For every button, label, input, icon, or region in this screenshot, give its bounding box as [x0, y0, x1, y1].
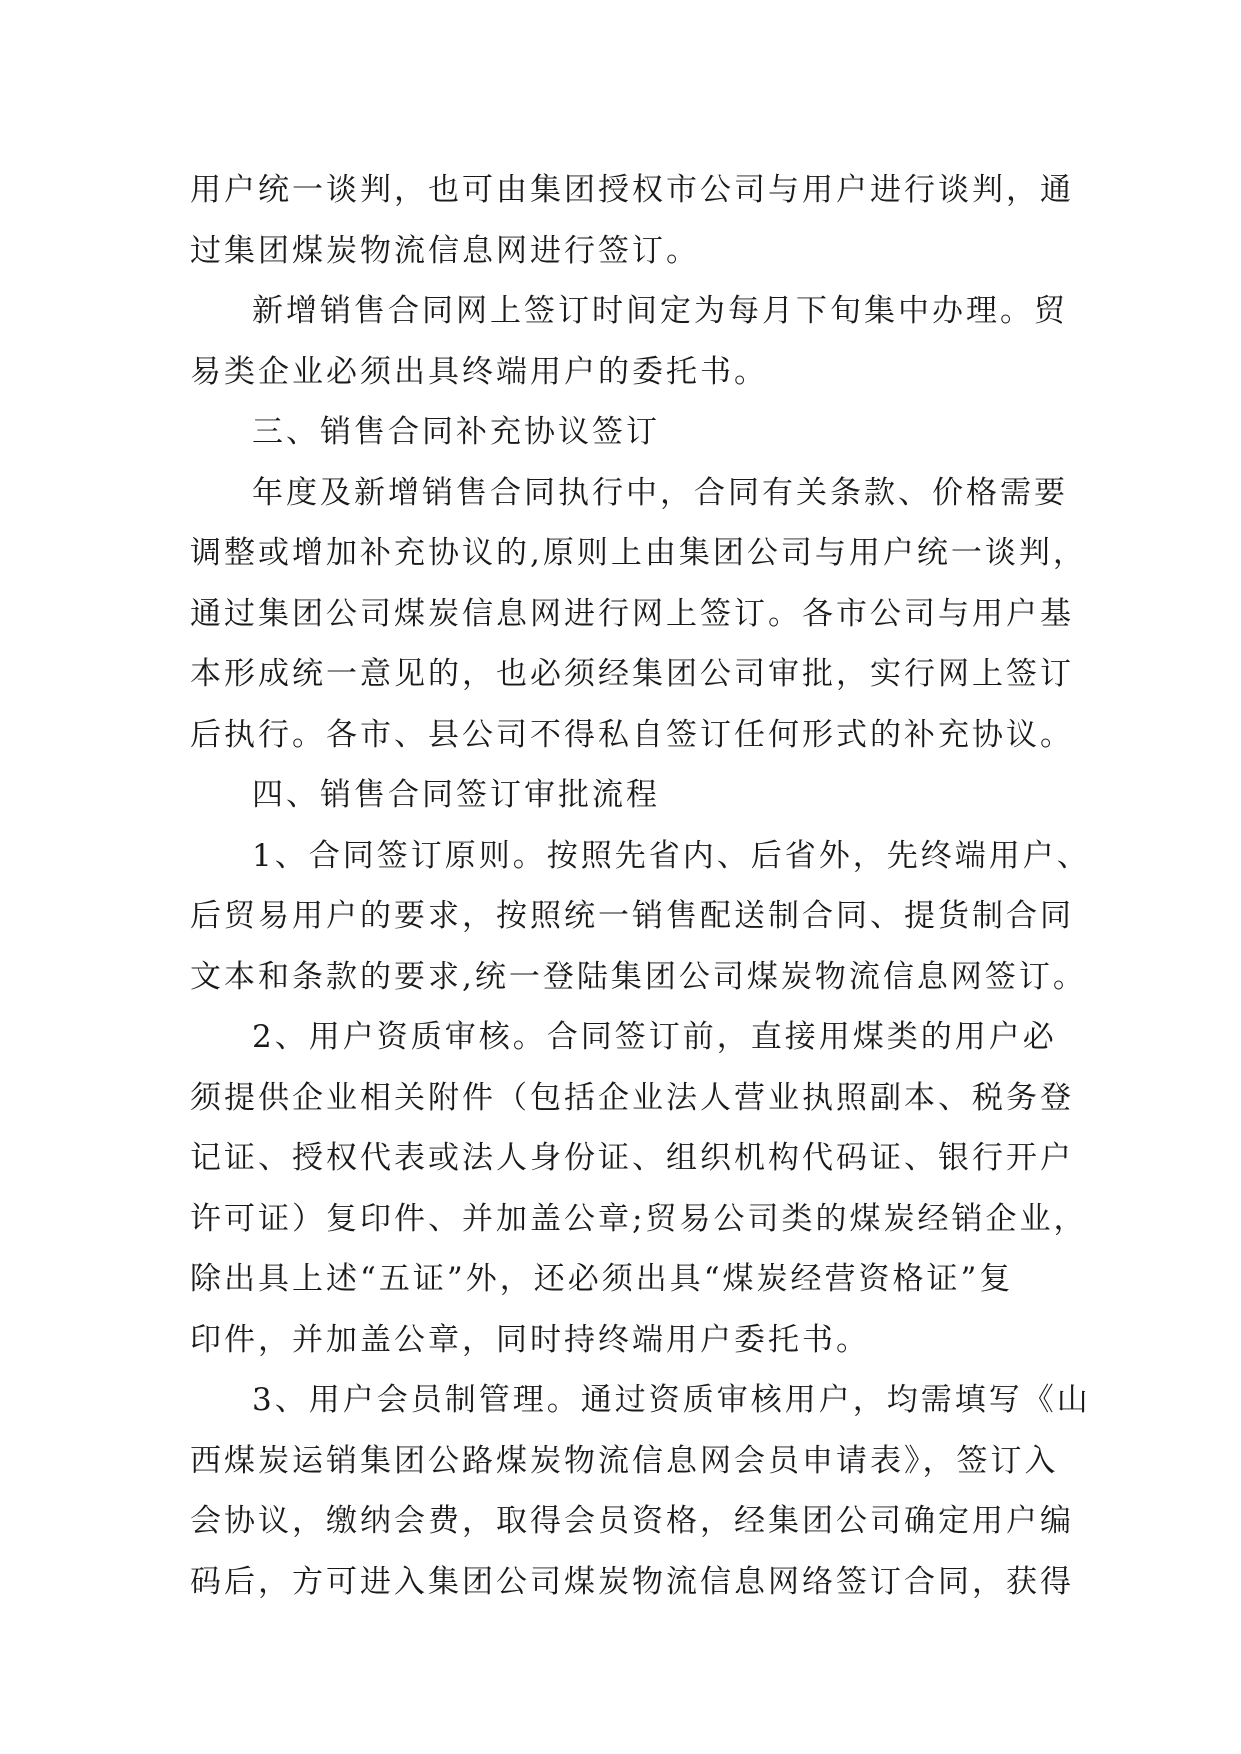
section-heading: 四、销售合同签订审批流程: [252, 777, 660, 813]
text-line: 易类企业必须出具终端用户的委托书。: [190, 353, 768, 390]
text-line: 调整或增加补充协议的,原则上由集团公司与用户统一谈判，: [190, 535, 1087, 571]
section-heading: 三、销售合同补充协议签订: [252, 414, 660, 450]
paragraph-start-line: 新增销售合同网上签订时间定为每月下旬集中办理。贸: [252, 293, 1068, 329]
paragraph-start-line: 1、合同签订原则。按照先省内、后省外，先终端用户、: [252, 837, 1091, 874]
text-line: 文本和条款的要求,统一登陆集团公司煤炭物流信息网签订。: [190, 958, 1087, 995]
text-line: 会协议，缴纳会费，取得会员资格，经集团公司确定用户编: [190, 1503, 1074, 1539]
text-line: 记证、授权代表或法人身份证、组织机构代码证、银行开户: [190, 1140, 1074, 1176]
text-line: 除出具上述“五证”外，还必须出具“煤炭经营资格证”复: [190, 1261, 1014, 1297]
text-line: 须提供企业相关附件（包括企业法人营业执照副本、税务登: [190, 1079, 1074, 1116]
text-line: 通过集团公司煤炭信息网进行网上签订。各市公司与用户基: [190, 595, 1074, 632]
paragraph-start-line: 3、用户会员制管理。通过资质审核用户，均需填写《山: [252, 1382, 1091, 1418]
paragraph-start-line: 年度及新增销售合同执行中，合同有关条款、价格需要: [252, 474, 1068, 511]
body-text: [190, 160, 1091, 1612]
text-line: 后贸易用户的要求，按照统一销售配送制合同、提货制合同: [190, 898, 1074, 934]
text-line: 西煤炭运销集团公路煤炭物流信息网会员申请表》，签订入: [190, 1442, 1059, 1479]
paragraph-start-line: 2、用户资质审核。合同签订前，直接用煤类的用户必: [252, 1019, 1057, 1055]
text-line: 过集团煤炭物流信息网进行签订。: [190, 232, 700, 269]
text-line: 印件，并加盖公章，同时持终端用户委托书。: [190, 1321, 870, 1358]
text-line: 本形成统一意见的，也必须经集团公司审批，实行网上签订: [190, 656, 1074, 692]
text-line: 后执行。各市、县公司不得私自签订任何形式的补充协议。: [190, 716, 1074, 753]
text-line: 码后，方可进入集团公司煤炭物流信息网络签订合同，获得: [190, 1563, 1074, 1600]
text-line: 许可证）复印件、并加盖公章;贸易公司类的煤炭经销企业，: [190, 1200, 1088, 1237]
text-line: 用户统一谈判，也可由集团授权市公司与用户进行谈判，通: [190, 172, 1074, 208]
